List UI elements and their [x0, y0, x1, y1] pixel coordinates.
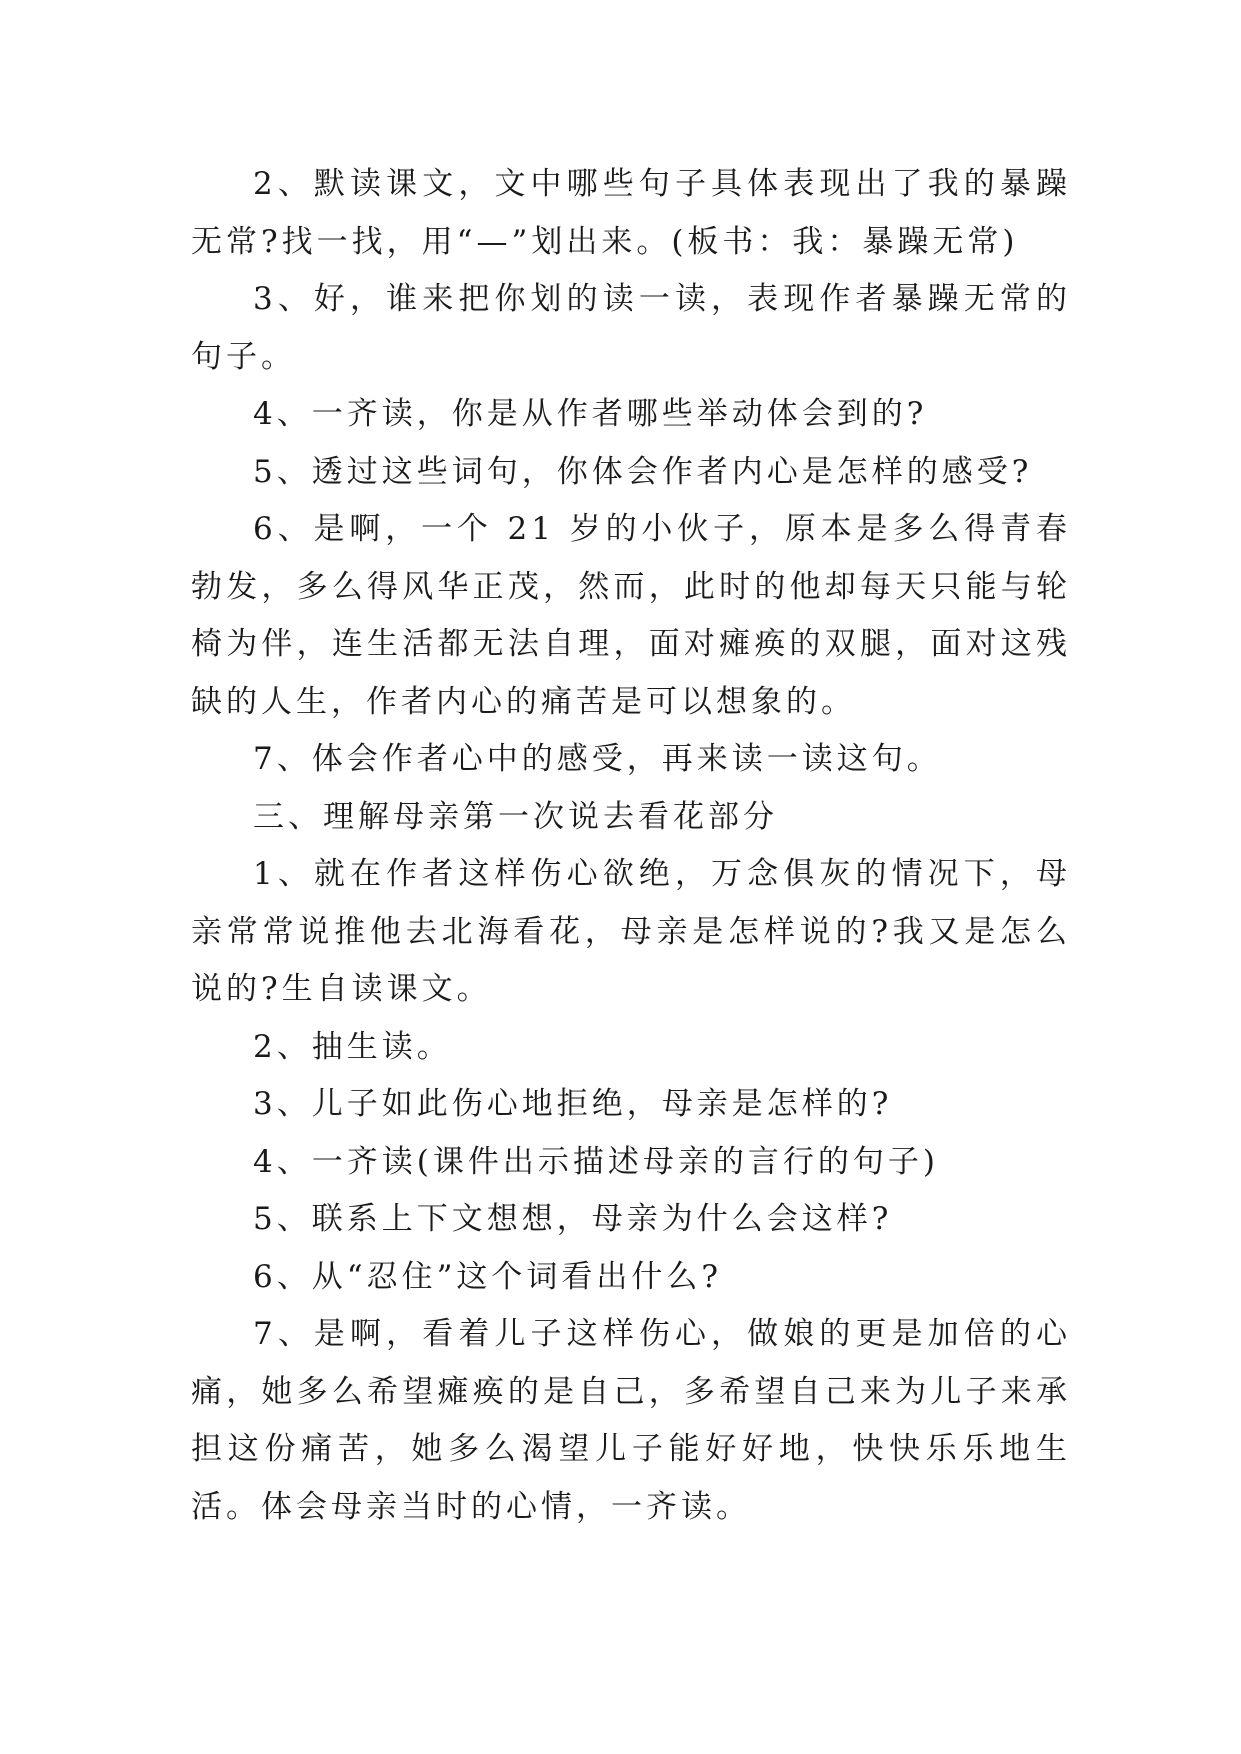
paragraph-section3-step-7: 7、是啊，看着儿子这样伤心，做娘的更是加倍的心痛，她多么希望瘫痪的是自己，多希望自己来为儿子来承担这份痛苦，她多么渴望儿子能好好地，快快乐乐地生活。体会母亲当时的心情，一齐读。	[191, 1316, 1071, 1525]
paragraph-step-5: 5、透过这些词句，你体会作者内心是怎样的感受?	[253, 453, 1033, 490]
paragraph-section3-step-5: 5、联系上下文想想，母亲为什么会这样?	[253, 1201, 893, 1237]
paragraph-section3-step-4: 4、一齐读(课件出示描述母亲的言行的句子)	[253, 1143, 939, 1180]
paragraph-section3-step-1: 1、就在作者这样伤心欲绝，万念俱灰的情况下，母亲常常说推他去北海看花，母亲是怎样说的?我又是怎么说的?生自读课文。	[191, 856, 1071, 1007]
paragraph-step-4: 4、一齐读，你是从作者哪些举动体会到的?	[253, 396, 928, 432]
paragraph-section3-step-2: 2、抽生读。	[253, 1028, 452, 1065]
paragraph-step-7: 7、体会作者心中的感受，再来读一读这句。	[253, 741, 942, 777]
document-body	[191, 156, 1071, 1536]
paragraph-step-3: 3、好，谁来把你划的读一读，表现作者暴躁无常的句子。	[191, 281, 1071, 375]
paragraph-step-6: 6、是啊，一个 21 岁的小伙子，原本是多么得青春勃发，多么得风华正茂，然而，此时的他却每天只能与轮椅为伴，连生活都无法自理，面对瘫痪的双腿，面对这残缺的人生，作者内心的痛苦是可以想象的。	[191, 511, 1071, 720]
paragraph-section3-step-3: 3、儿子如此伤心地拒绝，母亲是怎样的?	[253, 1086, 893, 1122]
paragraph-step-2: 2、默读课文，文中哪些句子具体表现出了我的暴躁无常?找一找，用“—”划出来。(板书：我：暴躁无常)	[191, 166, 1071, 260]
paragraph-section3-step-6: 6、从“忍住”这个词看出什么?	[253, 1258, 723, 1295]
section-heading: 三、理解母亲第一次说去看花部分	[253, 798, 778, 835]
